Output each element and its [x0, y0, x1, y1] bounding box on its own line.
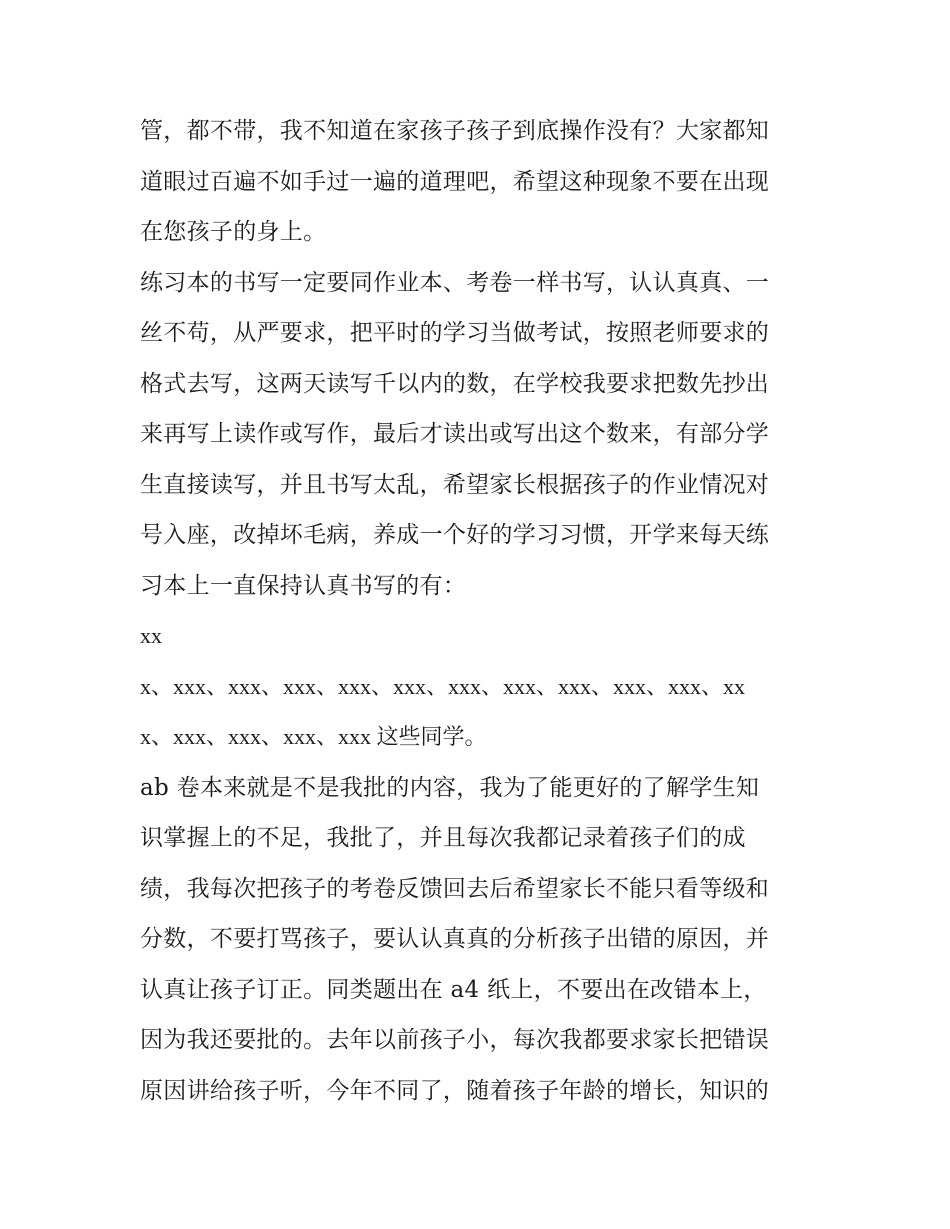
text-line: 因为我还要批的。去年以前孩子小，每次我都要求家长把错误: [140, 1027, 770, 1053]
text-line: 分数，不要打骂孩子，要认认真真的分析孩子出错的原因，并: [140, 926, 770, 952]
text-line: ab 卷本来就是不是我批的内容，我为了能更好的了解学生知: [140, 774, 760, 801]
text-line: 管，都不带，我不知道在家孩子孩子到底操作没有？大家都知: [140, 118, 770, 144]
text-line: 丝不苟，从严要求，把平时的学习当做考试，按照老师要求的: [140, 320, 770, 346]
text-line: 习本上一直保持认真书写的有：: [140, 572, 467, 599]
text-line: 认真让孩子订正。同类题出在 a4 纸上，不要出在改错本上，: [140, 976, 767, 1003]
text-line: 生直接读写，并且书写太乱，希望家长根据孩子的作业情况对: [140, 471, 770, 498]
text-line: x、xxx、xxx、xxx、xxx 这些同学。: [140, 724, 487, 749]
text-line: 来再写上读作或写作，最后才读出或写出这个数来，有部分学: [140, 421, 770, 447]
text-line: 练习本的书写一定要同作业本、考卷一样书写，认认真真、一: [140, 269, 770, 296]
text-line: 号入座，改掉坏毛病，养成一个好的学习习惯，开学来每天练: [140, 522, 770, 548]
text-line: 绩，我每次把孩子的考卷反馈回去后希望家长不能只看等级和: [140, 875, 770, 902]
text-line: 格式去写，这两天读写千以内的数，在学校我要求把数先抄出: [140, 370, 770, 397]
text-line: x、xxx、xxx、xxx、xxx、xxx、xxx、xxx、xxx、xxx、xxx、xx: [140, 673, 746, 699]
text-line: 在您孩子的身上。: [140, 219, 327, 245]
text-line: 识掌握上的不足，我批了，并且每次我都记录着孩子们的成: [140, 825, 746, 851]
text-line: 道眼过百遍不如手过一遍的道理吧，希望这种现象不要在出现: [140, 168, 770, 195]
text-line: 原因讲给孩子听，今年不同了，随着孩子年龄的增长，知识的: [140, 1077, 770, 1104]
text-line: xx: [140, 623, 162, 648]
body-text: [140, 106, 815, 1116]
